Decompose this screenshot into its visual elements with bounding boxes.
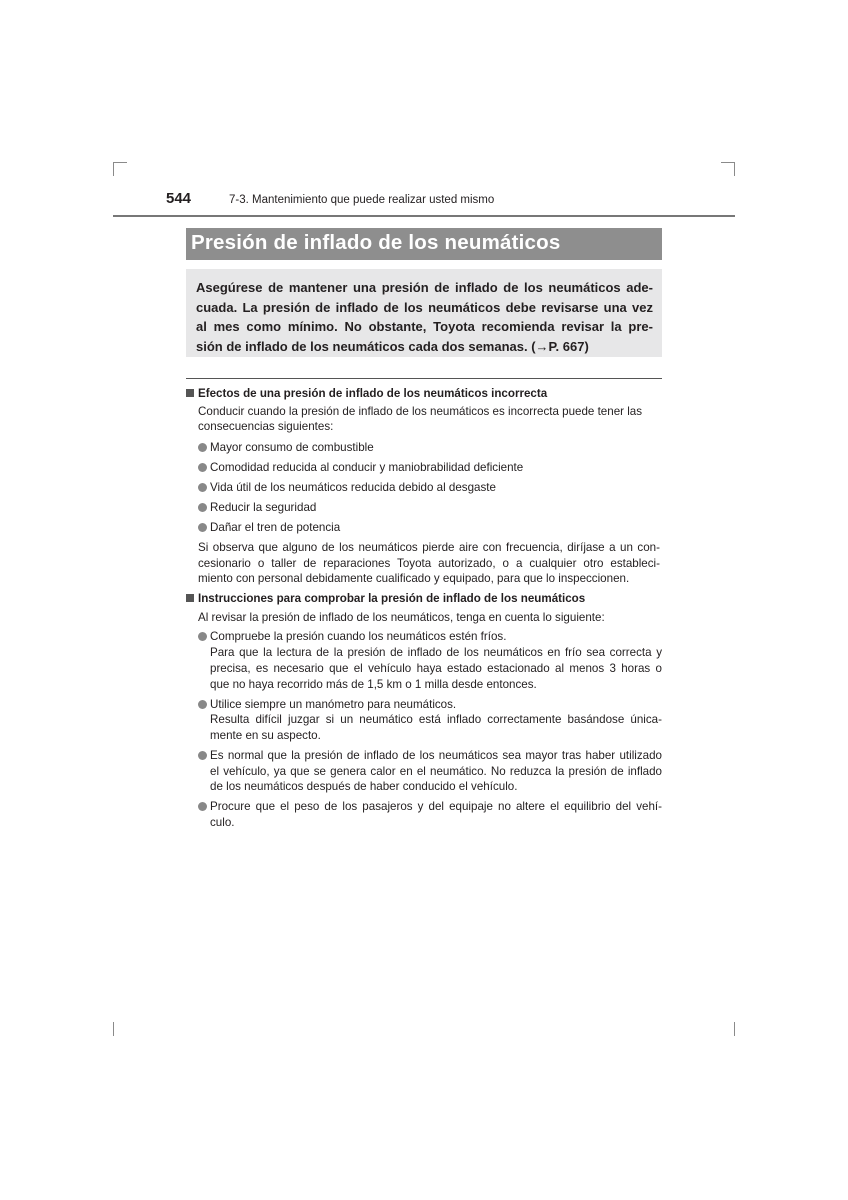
bullet-detail: culo. (210, 816, 235, 829)
bullet-detail: precisa, es necesario que el vehículo haya estado estacionado al menos 3 horas o (210, 662, 662, 675)
bullet-dot-icon (198, 463, 207, 472)
bullet-item: Es normal que la presión de inflado de los neumáticos sea mayor tras haber utilizado (210, 749, 662, 762)
crop-mark-top-left-h (113, 162, 127, 163)
crop-mark-bottom-left-v (113, 1022, 114, 1036)
bullet-dot-icon (198, 751, 207, 760)
bullet-item: Procure que el peso de los pasajeros y del equipaje no altere el equilibrio del vehí- (210, 800, 662, 813)
bullet-dot-icon (198, 443, 207, 452)
intro-line: al mes como mínimo. No obstante, Toyota recomienda revisar la pre- (196, 319, 653, 334)
body-text: consecuencias siguientes: (198, 420, 334, 433)
intro-line-last (196, 337, 653, 357)
header-rule (113, 215, 735, 217)
crop-mark-top-left-v (113, 162, 114, 176)
page-number: 544 (166, 190, 192, 207)
page-reference-link[interactable]: P. 667) (548, 338, 589, 354)
bullet-dot-icon (198, 483, 207, 492)
body-text: Al revisar la presión de inflado de los neumáticos, tenga en cuenta lo siguiente: (198, 611, 605, 624)
bullet-dot-icon (198, 523, 207, 532)
bullet-dot-icon (198, 700, 207, 709)
crop-mark-bottom-right-v (734, 1022, 735, 1036)
bullet-detail: el vehículo, ya que se genera calor en el neumático. No reduzca la presión de inflado (210, 765, 662, 778)
section-heading-text: Instrucciones para comprobar la presión de inflado de los neumáticos (198, 592, 586, 605)
bullet-dot-icon (198, 802, 207, 811)
intro-box (186, 269, 662, 357)
section-heading (186, 386, 547, 401)
content-divider (186, 378, 662, 379)
bullet-item: Comodidad reducida al conducir y maniobrabilidad deficiente (210, 461, 524, 474)
body-text: Conducir cuando la presión de inflado de los neumáticos es incorrecta puede tener las (198, 405, 643, 418)
bullet-detail: mente en su aspecto. (210, 729, 321, 742)
bullet-dot-icon (198, 503, 207, 512)
square-bullet-icon (186, 594, 194, 602)
bullet-detail: Resulta difícil juzgar si un neumático está inflado correctamente basándose única- (210, 713, 662, 726)
square-bullet-icon (186, 389, 194, 397)
bullet-item: Compruebe la presión cuando los neumáticos estén fríos. (210, 630, 507, 643)
section-heading-text: Efectos de una presión de inflado de los neumáticos incorrecta (198, 387, 548, 400)
bullet-detail: Para que la lectura de la presión de inflado de los neumáticos en frío sea correcta y (210, 646, 662, 659)
bullet-item: Vida útil de los neumáticos reducida debido al desgaste (210, 481, 496, 494)
bullet-item: Dañar el tren de potencia (210, 521, 341, 534)
crop-mark-top-right-h (721, 162, 735, 163)
intro-line: cuada. La presión de inflado de los neumáticos debe revisarse una vez (196, 299, 653, 315)
body-text: cesionario o taller de reparaciones Toyota autorizado, o a cualquier otro estableci- (198, 557, 660, 570)
body-text: miento con personal debidamente cualificado y equipado, para que lo inspeccionen. (198, 572, 630, 585)
body-text: Si observa que alguno de los neumáticos pierde aire con frecuencia, diríjase a un con- (198, 541, 660, 554)
bullet-detail: que no haya recorrido más de 1,5 km o 1 milla desde entonces. (210, 678, 537, 691)
bullet-item: Utilice siempre un manómetro para neumáticos. (210, 698, 457, 711)
intro-line: Asegúrese de mantener una presión de inflado de los neumáticos ade- (196, 280, 653, 295)
page-title: Presión de inflado de los neumáticos (186, 228, 662, 260)
crop-mark-top-right-v (734, 162, 735, 176)
arrow-icon: → (535, 338, 549, 354)
bullet-detail: de los neumáticos después de haber conducido el vehículo. (210, 780, 518, 793)
bullet-item: Mayor consumo de combustible (210, 441, 374, 454)
section-path: 7-3. Mantenimiento que puede realizar usted mismo (229, 194, 495, 206)
bullet-dot-icon (198, 632, 207, 641)
section-heading (186, 591, 585, 606)
intro-text: sión de inflado de los neumáticos cada dos semanas. ( (196, 338, 536, 354)
bullet-item: Reducir la seguridad (210, 501, 317, 514)
